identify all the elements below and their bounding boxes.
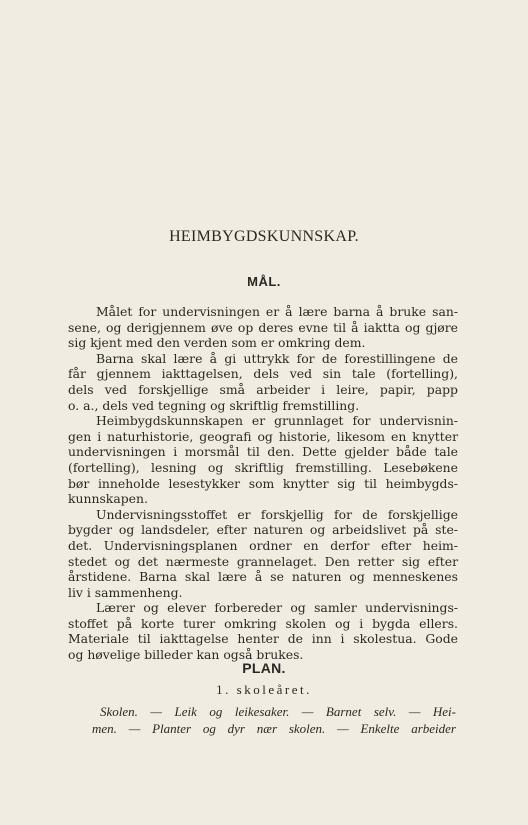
- text-line: Barna skal lære å gi uttrykk for de forestillingene de: [96, 350, 458, 366]
- text-line: Lærer og elever forbereder og samler undervisnings-: [96, 600, 458, 616]
- text-line: men. — Planter og dyr nær skolen. — Enkelte arbeider: [92, 721, 456, 736]
- text-line: dels ved forskjellige små arbeider i leire, papir, papp: [68, 381, 458, 397]
- text-line: stedet og det nærmeste grannelaget. Den retter sig efter: [68, 553, 458, 569]
- text-line: (fortelling), lesning og skriftlig fremstilling. Lesebøkene: [68, 459, 458, 475]
- text-line: stoffet på korte turer omkring skolen og i bygda ellers.: [68, 615, 458, 631]
- text-line: kunnskapen.: [68, 491, 148, 507]
- text-line: bør inneholde lesestykker som knytter sig til heimbygds-: [68, 475, 458, 491]
- text-line: o. a., dels ved tegning og skriftlig fremstilling.: [68, 397, 360, 413]
- text-line: bygder og landsdeler, efter naturen og arbeidslivet på ste-: [68, 522, 458, 538]
- section-heading-mal: MÅL.: [247, 274, 281, 289]
- text-line: Undervisningsstoffet er forskjellig for de forskjellige: [96, 506, 458, 522]
- school-year-heading: 1. skoleåret.: [216, 682, 312, 697]
- text-line: Heimbygdskunnskapen er grunnlaget for undervisnin-: [96, 413, 458, 429]
- text-line: og høvelige billeder kan også brukes.: [68, 647, 304, 663]
- text-line: gen i naturhistorie, geografi og historie, likesom en knytter: [68, 428, 458, 444]
- text-line: Målet for undervisningen er å lære barna å bruke san-: [96, 304, 458, 319]
- section-heading-plan: PLAN.: [242, 660, 286, 676]
- text-line: Materiale til iakttagelse henter de inn i skolestua. Gode: [68, 631, 458, 647]
- plan-text: [92, 703, 456, 737]
- text-line: det. Undervisningsplanen ordner en derfor efter heim-: [68, 537, 458, 553]
- body-text: [68, 304, 458, 663]
- text-line: liv i sammenheng.: [68, 584, 183, 600]
- text-line: sene, og derigjennem øve op deres evne til å iaktta og gjøre: [68, 319, 458, 335]
- text-line: undervisningen i morsmål til den. Dette gjelder både tale: [68, 444, 458, 460]
- text-line: sig kjent med den verden som er omkring dem.: [68, 335, 366, 351]
- text-line: Skolen. — Leik og leikesaker. — Barnet selv. — Hei-: [100, 704, 456, 719]
- text-line: får gjennem iakttagelsen, dels ved sin tale (fortelling),: [68, 366, 458, 382]
- text-line: årstidene. Barna skal lære å se naturen og menneskenes: [68, 569, 458, 585]
- page-title: HEIMBYGDSKUNNSKAP.: [169, 228, 359, 245]
